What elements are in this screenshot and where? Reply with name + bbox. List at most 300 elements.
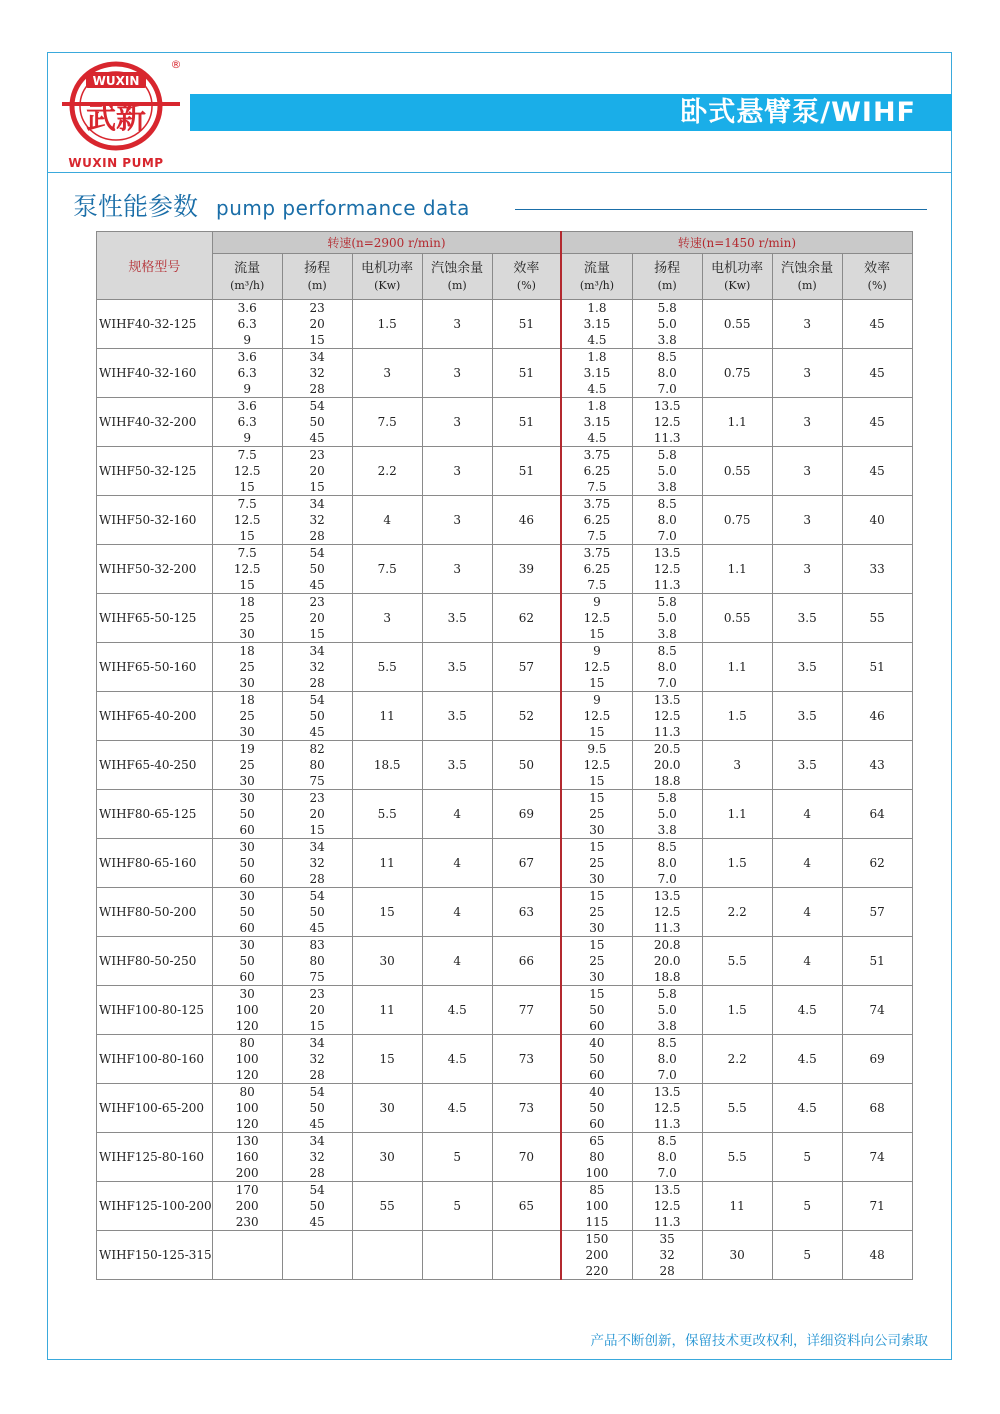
head-cell [632, 888, 702, 937]
flow-cell [212, 496, 282, 545]
eff-cell: 48 [842, 1231, 912, 1280]
head-cell [282, 594, 352, 643]
head-cell [632, 300, 702, 349]
eff-cell: 69 [842, 1035, 912, 1084]
head-value: 32 [659, 1248, 675, 1262]
flow-value: 15 [239, 480, 255, 494]
flow-value: 25 [239, 660, 255, 674]
flow-cell [561, 937, 632, 986]
head-value: 20 [309, 464, 325, 478]
head-value: 28 [309, 382, 325, 396]
eff-cell [492, 1231, 561, 1280]
npsh-cell: 4.5 [772, 1035, 842, 1084]
flow-cell [561, 986, 632, 1035]
flow-value: 18 [239, 693, 255, 707]
flow-value: 230 [235, 1215, 259, 1229]
banner-title: 卧式悬臂泵/WIHF [680, 97, 916, 128]
head-cell [632, 496, 702, 545]
flow-cell [561, 1182, 632, 1231]
flow-value: 3.6 [237, 399, 257, 413]
eff-cell: 69 [492, 790, 561, 839]
head-value: 11.3 [653, 578, 681, 592]
power-cell: 0.55 [702, 300, 772, 349]
table-row [97, 1035, 913, 1084]
table-row [97, 398, 913, 447]
eff-cell: 51 [492, 398, 561, 447]
npsh-cell: 4 [422, 888, 492, 937]
flow-value: 60 [239, 921, 255, 935]
eff-cell: 51 [842, 937, 912, 986]
flow-value: 9 [593, 595, 601, 609]
head-value: 13.5 [653, 889, 681, 903]
npsh-cell: 3.5 [422, 594, 492, 643]
npsh-cell: 4 [772, 790, 842, 839]
head-value: 13.5 [653, 546, 681, 560]
power-cell [352, 1231, 422, 1280]
npsh-cell: 4 [772, 937, 842, 986]
head-value: 83 [309, 938, 325, 952]
flow-value: 15 [589, 840, 605, 854]
power-cell: 5.5 [702, 937, 772, 986]
eff-cell: 64 [842, 790, 912, 839]
table-row [97, 545, 913, 594]
table-row [97, 594, 913, 643]
head-cell [632, 1084, 702, 1133]
power-cell: 55 [352, 1182, 422, 1231]
title-banner [190, 94, 952, 131]
power-cell: 18.5 [352, 741, 422, 790]
section-rule [515, 209, 927, 210]
head-value: 45 [309, 431, 325, 445]
flow-value: 12.5 [583, 660, 611, 674]
head-cell [632, 986, 702, 1035]
flow-value: 60 [239, 970, 255, 984]
flow-value: 30 [239, 791, 255, 805]
head-value: 7.0 [657, 382, 677, 396]
npsh-cell: 5 [772, 1182, 842, 1231]
column-header-unit: (m) [657, 278, 677, 292]
flow-value: 40 [589, 1036, 605, 1050]
flow-value: 6.3 [237, 366, 257, 380]
power-cell: 1.1 [702, 545, 772, 594]
head-value: 8.0 [657, 366, 677, 380]
power-cell: 2.2 [702, 888, 772, 937]
table-row [97, 692, 913, 741]
table-row [97, 1084, 913, 1133]
power-cell: 5.5 [702, 1133, 772, 1182]
head-value: 3.8 [657, 823, 677, 837]
head-value: 28 [309, 529, 325, 543]
power-cell: 3 [352, 594, 422, 643]
flow-value: 60 [239, 823, 255, 837]
flow-value: 100 [235, 1101, 259, 1115]
npsh-cell: 4.5 [772, 1084, 842, 1133]
power-cell: 11 [352, 839, 422, 888]
head-cell [282, 398, 352, 447]
npsh-cell: 4 [772, 839, 842, 888]
head-value: 32 [309, 513, 325, 527]
eff-cell: 46 [492, 496, 561, 545]
column-header-unit: (Kw) [374, 278, 401, 292]
power-cell: 30 [702, 1231, 772, 1280]
head-value: 23 [309, 301, 325, 315]
npsh-cell: 3 [422, 349, 492, 398]
power-cell: 11 [352, 986, 422, 1035]
head-value: 11.3 [653, 1117, 681, 1131]
head-value: 80 [309, 954, 325, 968]
flow-value: 7.5 [237, 448, 257, 462]
flow-value: 150 [585, 1232, 609, 1246]
column-header-label: 流量 [234, 260, 261, 276]
table-row [97, 1231, 913, 1280]
head-cell [282, 692, 352, 741]
column-header-flow [561, 254, 632, 300]
head-cell [632, 545, 702, 594]
flow-value: 3.75 [583, 546, 611, 560]
power-cell: 1.5 [702, 839, 772, 888]
head-value: 34 [309, 840, 325, 854]
head-value: 32 [309, 1052, 325, 1066]
head-value: 8.5 [657, 497, 677, 511]
eff-cell: 68 [842, 1084, 912, 1133]
eff-cell: 57 [492, 643, 561, 692]
npsh-cell: 4 [772, 888, 842, 937]
model-cell: WIHF100-65-200 [97, 1084, 213, 1133]
power-cell: 30 [352, 1084, 422, 1133]
npsh-cell: 3 [772, 545, 842, 594]
power-cell: 0.75 [702, 349, 772, 398]
model-cell: WIHF125-100-200 [97, 1182, 213, 1231]
head-value: 13.5 [653, 693, 681, 707]
flow-cell [561, 692, 632, 741]
table-row [97, 888, 913, 937]
eff-cell: 74 [842, 986, 912, 1035]
power-cell: 11 [352, 692, 422, 741]
eff-cell: 45 [842, 398, 912, 447]
head-cell [632, 741, 702, 790]
power-cell: 3 [352, 349, 422, 398]
npsh-cell: 3 [772, 447, 842, 496]
flow-value: 12.5 [233, 513, 261, 527]
column-header-unit: (m³/h) [579, 278, 615, 292]
column-header-power [352, 254, 422, 300]
flow-cell [561, 300, 632, 349]
head-value: 8.5 [657, 1036, 677, 1050]
head-value: 50 [309, 1199, 325, 1213]
power-cell: 0.75 [702, 496, 772, 545]
head-value: 35 [659, 1232, 675, 1246]
flow-value: 7.5 [587, 578, 607, 592]
head-value: 34 [309, 350, 325, 364]
head-value: 8.0 [657, 856, 677, 870]
npsh-cell: 3 [772, 496, 842, 545]
npsh-cell: 4 [422, 937, 492, 986]
table-row [97, 300, 913, 349]
table-row [97, 986, 913, 1035]
flow-value: 12.5 [233, 464, 261, 478]
column-header-npsh [772, 254, 842, 300]
flow-value: 3.6 [237, 350, 257, 364]
head-value: 20 [309, 317, 325, 331]
flow-value: 4.5 [587, 431, 607, 445]
flow-value: 30 [589, 921, 605, 935]
eff-cell: 67 [492, 839, 561, 888]
flow-value: 30 [239, 627, 255, 641]
flow-value: 30 [239, 987, 255, 1001]
flow-value: 100 [585, 1199, 609, 1213]
power-cell: 2.2 [352, 447, 422, 496]
logo-wordmark: WUXIN [92, 74, 140, 88]
npsh-cell: 3 [422, 398, 492, 447]
npsh-cell: 4.5 [422, 1084, 492, 1133]
head-value: 5.8 [657, 448, 677, 462]
head-value: 5.0 [657, 317, 677, 331]
head-value: 7.0 [657, 676, 677, 690]
flow-value: 15 [239, 578, 255, 592]
flow-cell [561, 398, 632, 447]
npsh-cell: 3.5 [772, 594, 842, 643]
head-cell [282, 1133, 352, 1182]
section-title-cn: 泵性能参数 [73, 192, 199, 221]
flow-value: 25 [589, 954, 605, 968]
column-header-label: 汽蚀余量 [431, 260, 484, 276]
head-value: 3.8 [657, 627, 677, 641]
head-value: 54 [309, 1085, 325, 1099]
table-row [97, 349, 913, 398]
npsh-cell: 5 [422, 1133, 492, 1182]
eff-cell: 45 [842, 300, 912, 349]
head-value: 15 [309, 480, 325, 494]
flow-cell [561, 790, 632, 839]
head-cell [282, 1084, 352, 1133]
flow-cell [212, 1231, 282, 1280]
head-value: 15 [309, 333, 325, 347]
head-value: 11.3 [653, 1215, 681, 1229]
speed-header-2900: 转速(n=2900 r/min) [212, 232, 561, 254]
power-cell: 2.2 [702, 1035, 772, 1084]
flow-value: 30 [239, 676, 255, 690]
npsh-cell: 3 [772, 349, 842, 398]
flow-value: 3.15 [583, 415, 611, 429]
head-value: 50 [309, 1101, 325, 1115]
head-value: 8.5 [657, 1134, 677, 1148]
table-row [97, 839, 913, 888]
power-cell: 30 [352, 937, 422, 986]
power-cell: 11 [702, 1182, 772, 1231]
flow-value: 40 [589, 1085, 605, 1099]
head-cell [282, 643, 352, 692]
head-cell [632, 398, 702, 447]
power-cell: 7.5 [352, 398, 422, 447]
head-value: 15 [309, 823, 325, 837]
head-value: 34 [309, 1134, 325, 1148]
column-header-label: 扬程 [654, 260, 681, 276]
flow-cell [212, 741, 282, 790]
eff-cell: 46 [842, 692, 912, 741]
flow-cell [561, 349, 632, 398]
npsh-cell: 3.5 [422, 741, 492, 790]
power-cell: 0.55 [702, 594, 772, 643]
eff-cell: 40 [842, 496, 912, 545]
head-value: 50 [309, 905, 325, 919]
flow-value: 30 [239, 774, 255, 788]
flow-cell [212, 1133, 282, 1182]
flow-value: 30 [589, 970, 605, 984]
head-value: 20.5 [653, 742, 681, 756]
column-header-power [702, 254, 772, 300]
head-value: 32 [309, 660, 325, 674]
head-value: 13.5 [653, 1085, 681, 1099]
head-value: 45 [309, 1117, 325, 1131]
flow-cell [561, 1035, 632, 1084]
npsh-cell: 4.5 [772, 986, 842, 1035]
power-cell: 15 [352, 888, 422, 937]
flow-value: 30 [239, 840, 255, 854]
flow-value: 30 [589, 823, 605, 837]
npsh-cell: 3.5 [772, 692, 842, 741]
head-value: 20.8 [653, 938, 681, 952]
model-cell: WIHF80-50-250 [97, 937, 213, 986]
head-value: 7.0 [657, 1068, 677, 1082]
head-value: 23 [309, 791, 325, 805]
head-cell [282, 545, 352, 594]
table-row [97, 790, 913, 839]
eff-cell: 62 [492, 594, 561, 643]
speed-header-1450: 转速(n=1450 r/min) [561, 232, 912, 254]
head-value: 20.0 [653, 954, 681, 968]
head-value: 50 [309, 562, 325, 576]
head-value: 50 [309, 415, 325, 429]
flow-value: 50 [239, 856, 255, 870]
head-value: 8.5 [657, 840, 677, 854]
flow-cell [561, 447, 632, 496]
flow-value: 50 [239, 807, 255, 821]
flow-value: 9 [593, 693, 601, 707]
eff-cell: 43 [842, 741, 912, 790]
flow-value: 18 [239, 595, 255, 609]
flow-value: 7.5 [587, 480, 607, 494]
flow-value: 4.5 [587, 382, 607, 396]
eff-cell: 62 [842, 839, 912, 888]
head-cell [632, 447, 702, 496]
eff-cell: 45 [842, 349, 912, 398]
flow-value: 9.5 [587, 742, 607, 756]
flow-cell [212, 594, 282, 643]
flow-value: 100 [235, 1052, 259, 1066]
npsh-cell: 3 [772, 300, 842, 349]
eff-cell: 70 [492, 1133, 561, 1182]
head-cell [282, 349, 352, 398]
flow-value: 25 [589, 856, 605, 870]
flow-value: 50 [239, 954, 255, 968]
table-row [97, 1133, 913, 1182]
head-value: 45 [309, 578, 325, 592]
head-value: 28 [309, 872, 325, 886]
eff-cell: 66 [492, 937, 561, 986]
flow-value: 6.25 [583, 464, 611, 478]
flow-value: 25 [589, 905, 605, 919]
flow-value: 9 [593, 644, 601, 658]
head-value: 5.0 [657, 807, 677, 821]
npsh-cell: 4.5 [422, 1035, 492, 1084]
flow-value: 60 [589, 1068, 605, 1082]
column-header-label: 汽蚀余量 [781, 260, 834, 276]
flow-value: 15 [589, 987, 605, 1001]
table-row [97, 937, 913, 986]
head-value: 5.8 [657, 791, 677, 805]
head-value: 3.8 [657, 1019, 677, 1033]
flow-cell [212, 790, 282, 839]
head-value: 23 [309, 595, 325, 609]
eff-cell: 74 [842, 1133, 912, 1182]
column-header-label: 扬程 [304, 260, 331, 276]
flow-value: 7.5 [587, 529, 607, 543]
head-value: 8.0 [657, 1150, 677, 1164]
power-cell: 1.5 [702, 692, 772, 741]
eff-cell: 73 [492, 1035, 561, 1084]
head-cell [282, 496, 352, 545]
power-cell: 5.5 [352, 790, 422, 839]
head-value: 32 [309, 366, 325, 380]
flow-value: 60 [589, 1117, 605, 1131]
head-cell [282, 839, 352, 888]
table-row [97, 447, 913, 496]
power-cell: 4 [352, 496, 422, 545]
flow-value: 200 [585, 1248, 609, 1262]
head-cell [282, 741, 352, 790]
flow-value: 3.15 [583, 317, 611, 331]
column-header-unit: (m) [307, 278, 327, 292]
head-value: 5.8 [657, 301, 677, 315]
flow-value: 3.75 [583, 497, 611, 511]
flow-value: 25 [239, 709, 255, 723]
model-cell: WIHF50-32-200 [97, 545, 213, 594]
npsh-cell: 4.5 [422, 986, 492, 1035]
eff-cell: 55 [842, 594, 912, 643]
npsh-cell: 3 [772, 398, 842, 447]
flow-value: 4.5 [587, 333, 607, 347]
flow-value: 170 [235, 1183, 259, 1197]
model-cell: WIHF80-50-200 [97, 888, 213, 937]
column-header-unit: (%) [516, 278, 536, 292]
head-value: 11.3 [653, 921, 681, 935]
column-header-unit: (m) [447, 278, 467, 292]
flow-cell [212, 937, 282, 986]
flow-value: 12.5 [583, 611, 611, 625]
flow-value: 80 [239, 1036, 255, 1050]
npsh-cell: 3.5 [772, 643, 842, 692]
head-value: 12.5 [653, 562, 681, 576]
column-header-label: 电机功率 [711, 260, 764, 276]
head-value: 15 [309, 627, 325, 641]
model-header: 规格型号 [97, 232, 213, 300]
flow-cell [561, 594, 632, 643]
power-cell: 5.5 [352, 643, 422, 692]
head-value: 45 [309, 725, 325, 739]
npsh-cell: 5 [772, 1231, 842, 1280]
head-value: 7.0 [657, 1166, 677, 1180]
head-value: 3.8 [657, 480, 677, 494]
head-value: 12.5 [653, 1199, 681, 1213]
flow-value: 6.3 [237, 415, 257, 429]
head-value: 54 [309, 889, 325, 903]
column-header-unit: (Kw) [724, 278, 751, 292]
power-cell: 0.55 [702, 447, 772, 496]
flow-cell [212, 300, 282, 349]
eff-cell: 33 [842, 545, 912, 594]
model-cell: WIHF65-40-200 [97, 692, 213, 741]
head-value: 34 [309, 644, 325, 658]
